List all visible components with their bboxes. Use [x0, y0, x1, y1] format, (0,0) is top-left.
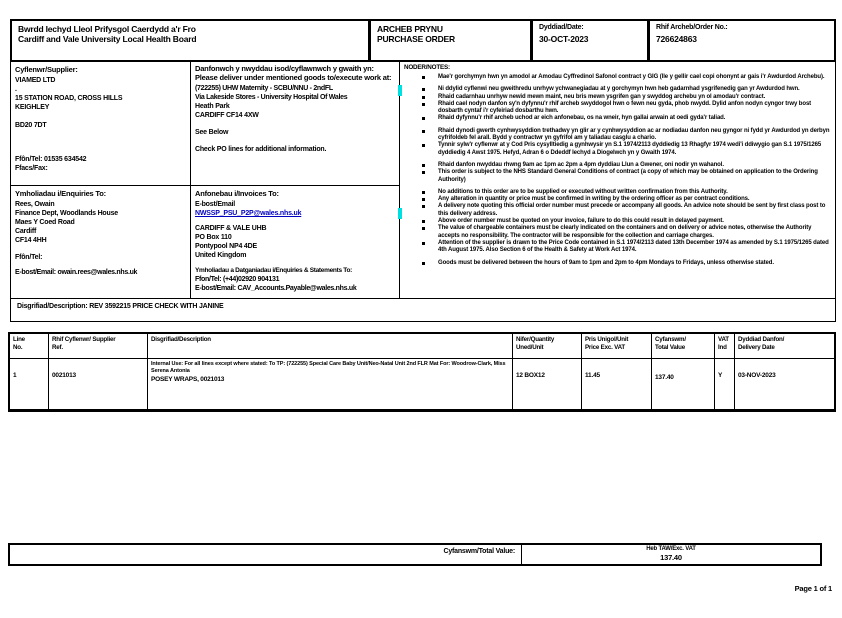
header-total-value: Cyfanswm/ Total Value	[652, 334, 715, 358]
invoices-label: Anfonebau i/Invoices To:	[195, 189, 279, 198]
board-name-welsh: Bwrdd Iechyd Lleol Prifysgol Caerdydd a'r Fro	[18, 24, 196, 34]
note-item: The value of chargeable containers must be clearly indicated on the containers and on delivery or advice notes, otherwise the Authority accepts no responsibility. The contractor will be responsible for the collection and carriage charges.	[404, 225, 831, 240]
enquiries-line: Cardiff	[15, 228, 37, 235]
totals-value-cell	[522, 545, 820, 564]
note-item: Rhaid dyfynnu'r rhif archeb uchod ar eich anfonebau, os na wneir, hyn gallai arwain at oedi gyda'r taliad.	[404, 115, 831, 122]
note-item: No additions to this order are to be supplied or executed without written confirmation from this Authority.	[404, 189, 831, 196]
order-number-value: 726624863	[656, 34, 697, 44]
page-number: Page 1 of 1	[794, 584, 832, 593]
note-item: Attention of the supplier is drawn to the Price Code contained in S.1 1974/2113 dated 13th December 1974 as amended by S.1 1975/1265 dated 4th August 1975. Also Section 6 of the Health & Safety at Work Act 1974.	[404, 240, 831, 255]
totals-vat-label: Heb TAW/Exc. VAT	[646, 546, 696, 552]
deliver-to-line: CARDIFF CF14 4XW	[195, 112, 259, 119]
supplier-name: VIAMED LTD	[15, 77, 56, 84]
note-item: Tynnir sylw'r cyflenwr at y Cod Pris cysylltiedig a gynhwysir yn S.1 1974/2113 dyddiedig 13 Rhagfyr 1974 wedi'i ddiwygio gan S.1 1975/1265 dyddiedig 4 Awst 1975. Hefyd, Adran 6 o Ddeddf Iechyd a Diogelwch yn y Gwaith 1974.	[404, 142, 831, 157]
order-date-value: 30-OCT-2023	[539, 34, 589, 44]
description-value: REV 3592215 PRICE CHECK WITH JANINE	[89, 303, 224, 310]
note-item: Any alteration in quantity or price must be confirmed in writing by the ordering officer as per contract conditions.	[404, 196, 831, 203]
note-item: Rhaid cadarnhau unrhyw newid mewn maint, neu bris mewn ysgrifen gan y swyddog archebu yn ol amodau'r contract.	[404, 94, 831, 101]
enquiries-line: CF14 4HH	[15, 237, 47, 244]
totals-bar	[8, 543, 822, 566]
internal-use-note: Internal Use: For all lines except where stated: To TP: (722255) Special Care Baby Unit/Neo-Natal Unit 2nd FLR Mat For: Woodrow-Clark, Miss Serena Antonia	[151, 361, 506, 374]
enquiries-phone-label: Ffôn/Tel:	[15, 254, 43, 261]
totals-label: Cyfanswm/Total Value:	[10, 545, 522, 564]
note-item: Mae'r gorchymyn hwn yn amodol ar Amodau Cyffredinol Safonol contract y GIG (lle y gellir cael copi ohonynt ar gais i'r Awdurdod Archebu).	[404, 74, 831, 81]
description-label: Disgrifiad/Description:	[17, 303, 88, 310]
note-item: Ni ddylid cyflenwi neu gweithredu unrhyw ychwanegiadau at y gorchymyn hwn heb gadarnhad ysgrifenedig gan yr Awdurdod hwn.	[404, 86, 831, 93]
note-item: A delivery note quoting this official order number must precede or accompany all goods. An advice note should be sent by first class post to this delivery address.	[404, 203, 831, 218]
row-delivery-date: 03-NOV-2023	[738, 372, 776, 379]
header-line-no: Line No.	[10, 334, 49, 358]
check-po-lines-note: Check PO lines for additional information.	[195, 146, 327, 153]
header-description: Disgrifiad/Description	[148, 334, 513, 358]
note-item: Rhaid cael nodyn danfon sy'n dyfynnu'r rhif archeb swyddogol hwn o fewn neu gyda, phob nwydd. Dylid anfon nodyn cyngor trwy bost dosbarth cyntaf i'r cyfeiriad dosbarthu hwn.	[404, 101, 831, 116]
order-date-label: Dyddiad/Date:	[539, 24, 584, 31]
deliver-to-line: (722255) UHW Maternity - SCBU/NNU - 2ndFL	[195, 85, 333, 92]
enquiries-line: Finance Dept, Woodlands House	[15, 210, 118, 217]
statements-label: Ymholiadau a Datganiadau i/Enquiries & Statements To:	[195, 267, 352, 274]
note-item: Rhaid danfon nwyddau rhwng 9am ac 1pm ac 2pm a 4pm dyddiau Llun a Gwener, oni nodir yn wahanol.	[404, 162, 831, 169]
row-supplier-ref: 0021013	[49, 359, 148, 409]
invoices-address-line: United Kingdom	[195, 252, 247, 259]
invoices-address-line: PO Box 110	[195, 234, 232, 241]
row-unit-price: 11.45	[582, 359, 652, 409]
note-item: Rhaid dynodi gwerth cynhwysyddion trethadwy yn glir ar y cynhwysyddion ac ar nodiadau danfon neu gyngor ni fydd yr Awdurdod yn derbyn cyfrifoldeb fel arall. Bydd y contractwr yn gyfrifol am y taliadau casglu a chario.	[404, 128, 831, 143]
cyan-annotation-mark	[398, 85, 402, 96]
notes-title: NODER/NOTES:	[404, 64, 450, 71]
deliver-to-box	[190, 61, 400, 186]
totals-amount: 137.40	[660, 553, 682, 562]
description-bar	[10, 298, 836, 322]
deliver-to-line: Via Lakeside Stores - University Hospital Of Wales	[195, 94, 348, 101]
order-number-cell	[648, 19, 836, 62]
table-row	[10, 359, 834, 409]
board-name-english: Cardiff and Vale University Local Health Board	[18, 34, 197, 44]
header-unit-price: Pris Unigol/Unit Price Exc. VAT	[582, 334, 652, 358]
line-items-header	[10, 334, 834, 359]
supplier-address-line: 15 STATION ROAD, CROSS HILLS	[15, 95, 123, 102]
row-total-value: 137.40	[652, 359, 715, 409]
row-description-cell	[148, 359, 513, 409]
invoices-address-line: Pontypool NP4 4DE	[195, 243, 257, 250]
statements-email: E-bost/Email: CAV_Accounts.Payable@wales.nhs.uk	[195, 285, 357, 292]
supplier-address-line: .	[15, 86, 17, 93]
enquiries-line: Rees, Owain	[15, 201, 55, 208]
note-item: Goods must be delivered between the hours of 9am to 1pm and 2pm to 4pm Mondays to Fridays, unless otherwise stated.	[404, 260, 831, 267]
supplier-contact-block	[15, 155, 86, 173]
row-line-no: 1	[10, 359, 49, 409]
po-title-english: PURCHASE ORDER	[377, 34, 455, 44]
po-title-cell	[369, 19, 532, 62]
note-item: Above order number must be quoted on your invoice, failure to do this could result in delayed payment.	[404, 218, 831, 225]
row-vat-ind: Y	[715, 359, 735, 409]
supplier-phone: Ffôn/Tel: 01535 634542	[15, 156, 87, 163]
line-items-table	[8, 332, 836, 412]
board-name-cell	[10, 19, 370, 62]
po-title-welsh: ARCHEB PRYNU	[377, 24, 443, 34]
enquiries-label: Ymholiadau i/Enquiries To:	[15, 189, 106, 198]
row-quantity: 12 BOX12	[513, 359, 582, 409]
enquiries-line: Maes Y Coed Road	[15, 219, 75, 226]
header-supplier-ref: Rhif Cyflenwr/ Supplier Ref.	[49, 334, 148, 358]
deliver-to-label: Danfonwch y nwyddau isod/cyflawnwch y gwaith yn: Please deliver under mentioned goods to/execute work at:	[195, 64, 392, 82]
invoices-email-link[interactable]: NWSSP_PSU_P2P@wales.nhs.uk	[195, 210, 302, 217]
supplier-address-line: KEIGHLEY	[15, 104, 50, 111]
cyan-annotation-mark	[398, 208, 402, 219]
supplier-label: Cyflenwr/Supplier:	[15, 65, 78, 74]
supplier-box	[10, 61, 191, 186]
supplier-address-line: BD20 7DT	[15, 122, 47, 129]
row-description: POSEY WRAPS, 0021013	[151, 376, 225, 383]
deliver-to-line: Heath Park	[195, 103, 230, 110]
note-item: This order is subject to the NHS Standard General Conditions of contract (a copy of which may be obtained on application to the Ordering Authority)	[404, 169, 831, 184]
enquiries-email: E-bost/Email: owain.rees@wales.nhs.uk	[15, 269, 138, 276]
order-date-cell	[531, 19, 649, 62]
statements-phone: Ffon/Tel: (+44)02920 904131	[195, 276, 280, 283]
header-quantity: Nifer/Quantity Uned/Unit	[513, 334, 582, 358]
header-delivery-date: Dyddiad Danfon/ Delivery Date	[738, 336, 785, 351]
enquiries-box	[10, 185, 191, 299]
invoices-email-label: E-bost/Email	[195, 201, 235, 208]
notes-box	[399, 61, 836, 299]
invoices-box	[190, 185, 400, 299]
see-below-note: See Below	[195, 129, 229, 136]
order-number-label: Rhif Archeb/Order No.:	[656, 24, 728, 31]
invoices-address-line: CARDIFF & VALE UHB	[195, 225, 267, 232]
header-vat-ind: VAT Ind	[715, 334, 735, 358]
supplier-fax-label: Ffacs/Fax:	[15, 165, 48, 172]
supplier-address-line	[15, 112, 186, 121]
